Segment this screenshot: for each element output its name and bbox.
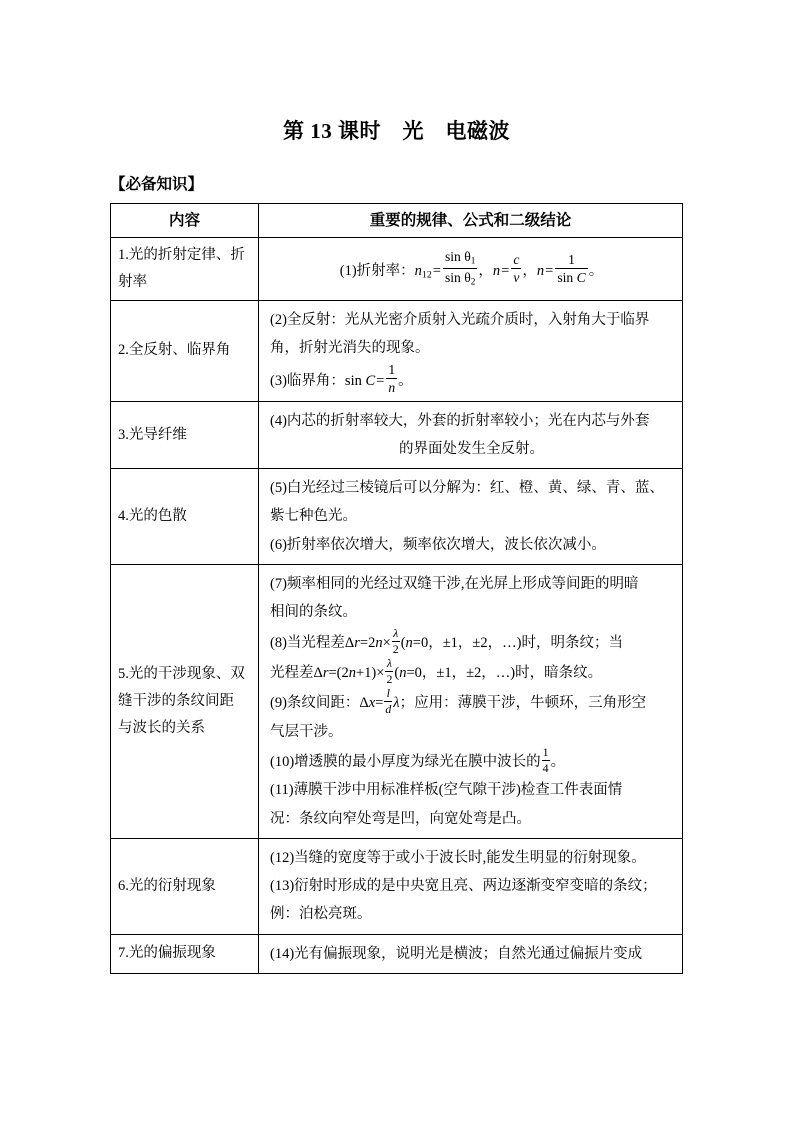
item-8-cond: =0，±1，±2，…)时，明条纹；当 bbox=[412, 634, 623, 651]
sym-r-2: r bbox=[322, 665, 329, 682]
period-10: 。 bbox=[550, 754, 566, 771]
paren-open-2: ( bbox=[394, 665, 400, 682]
item-13-line1: (13)衍射时形成的是中央宽且亮、两边逐渐变窄变暗的条纹； bbox=[270, 878, 657, 895]
frac-num: 1 bbox=[542, 746, 550, 761]
frac-den: v bbox=[513, 270, 520, 286]
frac-den: 2 bbox=[386, 672, 393, 686]
sym-n-2: n bbox=[492, 263, 501, 280]
row-label-3: 3.光导纤维 bbox=[111, 401, 259, 469]
item-9-line2: 气层干涉。 bbox=[270, 723, 343, 740]
row-label-1-line2: 射率 bbox=[118, 273, 147, 290]
table-row bbox=[111, 401, 683, 469]
formula-refraction-index bbox=[270, 249, 673, 288]
item-8-cond-2: =0，±1，±2，…)时，暗条纹。 bbox=[406, 665, 603, 682]
page-title: 第 13 课时 光 电磁波 bbox=[283, 119, 510, 143]
row-label-1-line1: 1.光的折射定律、折 bbox=[118, 247, 245, 263]
row-body-7 bbox=[259, 934, 683, 973]
frac-den: 4 bbox=[542, 761, 549, 776]
sinC-label: sin C bbox=[344, 373, 376, 390]
sym-n-cond-2: n bbox=[399, 665, 407, 682]
paren-open: ( bbox=[400, 634, 406, 651]
sym-n12: n bbox=[414, 263, 422, 280]
table-row bbox=[111, 469, 683, 565]
item-8-line1 bbox=[270, 627, 673, 657]
sym-n-3: n bbox=[536, 263, 545, 280]
sin-theta1: sin θ bbox=[444, 249, 471, 265]
sym-n-2: n bbox=[348, 665, 356, 682]
eq-2: = bbox=[501, 263, 510, 280]
comma-1: ， bbox=[478, 263, 493, 280]
item-8-prefix: (8)当光程差Δ bbox=[270, 634, 355, 651]
table-row bbox=[111, 934, 683, 973]
item-11-line2: 况：条纹向窄处弯是凹，向宽处弯是凸。 bbox=[270, 810, 531, 827]
sym-r: r bbox=[354, 634, 360, 651]
row-body-1 bbox=[259, 238, 683, 301]
frac-c-over-v bbox=[511, 252, 521, 286]
frac-num: λ bbox=[385, 657, 393, 672]
row-label-7: 7.光的偏振现象 bbox=[111, 934, 259, 973]
eq-critical: = bbox=[376, 373, 385, 390]
item-10-line bbox=[270, 746, 673, 776]
frac-num: 1 bbox=[386, 362, 397, 379]
row-label-1 bbox=[111, 238, 259, 301]
row-label-5-line3: 与波长的关系 bbox=[118, 719, 205, 736]
frac-den bbox=[443, 269, 477, 288]
comma-2: ， bbox=[522, 263, 537, 280]
header-content: 内容 bbox=[111, 204, 259, 238]
item-9-line1 bbox=[270, 687, 673, 717]
item-12-line: (12)当缝的宽度等于或小于波长时,能发生明显的衍射现象。 bbox=[270, 849, 646, 866]
row-body-4 bbox=[259, 469, 683, 565]
row-body-6 bbox=[259, 838, 683, 934]
item-14-line: (14)光有偏振现象，说明光是横波；自然光通过偏振片变成 bbox=[270, 945, 643, 962]
item-5-line2: 紫七种色光。 bbox=[270, 508, 357, 525]
table-row bbox=[111, 238, 683, 301]
item-4-line2: 的界面处发生全反射。 bbox=[399, 440, 544, 457]
frac-den: d bbox=[385, 702, 392, 717]
section-heading: 【必备知识】 bbox=[110, 176, 204, 193]
plus-one-times: +1)× bbox=[356, 665, 385, 682]
eq-3: = bbox=[545, 263, 554, 280]
item-3-line bbox=[270, 362, 673, 396]
item-7-line1: (7)频率相同的光经过双缝干涉,在光屏上形成等间距的明暗 bbox=[270, 575, 639, 592]
item-6-line: (6)折射率依次增大，频率依次增大，波长依次减小。 bbox=[270, 536, 606, 553]
eq-fringe: = bbox=[375, 695, 384, 712]
sym-x: x bbox=[368, 695, 376, 712]
item-2-line1: (2)全反射：光从光密介质射入光疏介质时，入射角大于临界 bbox=[270, 311, 650, 328]
item-10-text: (10)增透膜的最小厚度为绿光在膜中波长的 bbox=[270, 754, 541, 771]
frac-den: 2 bbox=[392, 641, 399, 656]
sym-n: n bbox=[375, 634, 383, 651]
item-3-prefix: (3)临界角： bbox=[270, 373, 345, 390]
frac-num: 1 bbox=[555, 252, 587, 269]
row-label-2: 2.全反射、临界角 bbox=[111, 300, 259, 401]
frac-den: n bbox=[388, 380, 396, 396]
knowledge-table bbox=[110, 203, 683, 974]
table-row bbox=[111, 564, 683, 838]
item-9-prefix: (9)条纹间距：Δ bbox=[270, 695, 369, 712]
sym-n-cond: n bbox=[405, 634, 413, 651]
frac-num: c bbox=[511, 252, 521, 269]
sin-theta2-sub: 2 bbox=[470, 277, 476, 288]
item-13-line2: 例：泊松亮斑。 bbox=[270, 906, 372, 923]
item-5-line1: (5)白光经过三棱镜后可以分解为：红、橙、黄、绿、青、蓝、 bbox=[270, 480, 664, 497]
period-3: 。 bbox=[398, 373, 413, 390]
row-label-6: 6.光的衍射现象 bbox=[111, 838, 259, 934]
row-body-3 bbox=[259, 401, 683, 469]
sym-n12-sub: 12 bbox=[421, 269, 432, 281]
period-1: 。 bbox=[588, 263, 604, 280]
frac-lambda-over-2-b bbox=[385, 657, 393, 686]
frac-one-over-four bbox=[542, 746, 550, 775]
header-rules: 重要的规律、公式和二级结论 bbox=[259, 204, 683, 238]
item-4-line1: (4)内芯的折射率较大，外套的折射率较小；光在内芯与外套 bbox=[270, 412, 650, 429]
frac-sin-theta bbox=[443, 249, 477, 288]
row-body-2 bbox=[259, 300, 683, 401]
frac-num: λ bbox=[392, 627, 400, 642]
frac-den: sin C bbox=[557, 270, 586, 286]
eq-2n: =2 bbox=[359, 634, 376, 651]
row-label-5 bbox=[111, 564, 259, 838]
item-11-line1: (11)薄膜干涉中用标准样板(空气隙干涉)检查工件表面情 bbox=[270, 782, 623, 799]
item-7-line2: 相间的条纹。 bbox=[270, 604, 357, 621]
frac-one-over-n bbox=[386, 362, 397, 396]
frac-l-over-d bbox=[384, 687, 392, 716]
row-label-5-line2: 缝干涉的条纹间距 bbox=[118, 693, 234, 710]
frac-one-over-sinC bbox=[555, 252, 587, 286]
row-body-5 bbox=[259, 564, 683, 838]
frac-num: l bbox=[384, 687, 392, 702]
eq-1: = bbox=[432, 263, 441, 280]
frac-num bbox=[443, 249, 477, 269]
times-sign: × bbox=[382, 634, 391, 651]
row-label-4: 4.光的色散 bbox=[111, 469, 259, 565]
sin-theta2: sin θ bbox=[444, 270, 471, 286]
frac-lambda-over-2 bbox=[392, 627, 400, 656]
table-row bbox=[111, 838, 683, 934]
table-row bbox=[111, 300, 683, 401]
item-2-line2: 角，折射光消失的现象。 bbox=[270, 339, 430, 356]
sym-lambda: λ bbox=[393, 695, 400, 712]
item-1-prefix: (1)折射率： bbox=[339, 263, 415, 280]
item-8-cont: 光程差Δ bbox=[270, 665, 323, 682]
table-header-row bbox=[111, 204, 683, 238]
sin-theta1-sub: 1 bbox=[470, 256, 476, 267]
eq-2n1: =(2 bbox=[328, 665, 349, 682]
item-8-line2 bbox=[270, 657, 673, 687]
row-label-5-line1: 5.光的干涉现象、双 bbox=[118, 666, 245, 683]
item-9-rest: ；应用：薄膜干涉，牛顿环，三角形空 bbox=[399, 695, 647, 712]
